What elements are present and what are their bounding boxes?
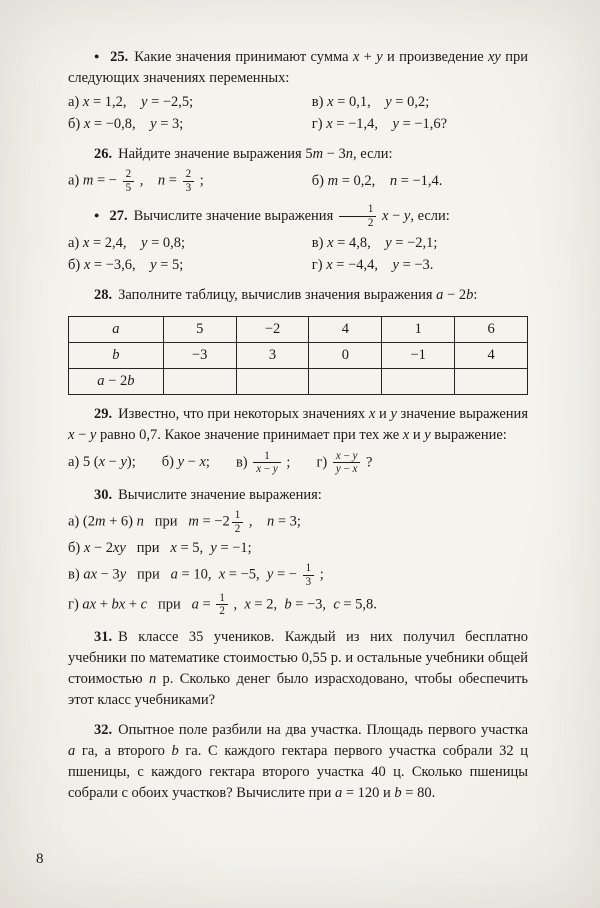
- option-v: в) $\frac{1}{x - y}$ ;: [235, 449, 291, 476]
- option-g: г) x = −1,4, y = −1,6?: [311, 116, 448, 132]
- fraction: $\frac{1}{2}$: [216, 592, 228, 618]
- exercise-29: [68, 404, 528, 476]
- exercise-28: [68, 285, 528, 395]
- exercise-29-options-row: [68, 450, 528, 476]
- exercise-28-number: 28.: [94, 286, 113, 303]
- exercise-27-options-row-2: [68, 255, 528, 276]
- table-cell: 3: [236, 342, 309, 368]
- exercise-28-statement: [68, 285, 528, 306]
- option-b: б) m = 0,2, n = −1,4.: [311, 172, 443, 189]
- exercise-26-text: Найдите значение выражения 5m − 3n, если:: [118, 146, 393, 162]
- option-a: а) x = 1,2, y = −2,5;: [68, 94, 194, 110]
- exercise-30: [68, 485, 528, 618]
- option-b: б) x − 2xy при x = 5, y = −1;: [68, 540, 252, 557]
- exercise-27-text: Вычислите значение выражения $\frac{1}{2}$ x − y, если:: [133, 203, 450, 229]
- exercise-31-number: 31.: [94, 628, 113, 645]
- row-label-a-minus-2b: a − 2b: [69, 368, 164, 394]
- bullet-icon: ●: [94, 209, 100, 220]
- row-label-b: b: [69, 342, 164, 368]
- exercise-31-statement: [68, 627, 528, 711]
- table-cell-empty: [236, 368, 309, 394]
- exercise-25-number: 25.: [110, 49, 129, 65]
- option-g: г) x = −4,4, y = −3.: [311, 256, 434, 273]
- option-a: а) m = − $\frac{2}{5}$ , n = $\frac{2}{3}$ ;: [68, 168, 204, 194]
- exercise-30-text: Вычислите значение выражения:: [118, 486, 322, 503]
- option-v: в) x = 4,8, y = −2,1;: [311, 234, 438, 251]
- bullet-icon: ●: [94, 51, 101, 61]
- option-g: г) ax + bx + c при a = $\frac{1}{2}$ , x = 2, b = −3, c = 5,8.: [68, 591, 377, 618]
- fraction: $\frac{1}{2}$: [232, 509, 244, 535]
- table-cell-empty: [309, 368, 382, 394]
- page-number: 8: [36, 851, 44, 867]
- exercise-30-number: 30.: [94, 486, 113, 503]
- exercise-26: [68, 144, 528, 194]
- option-a: а) 5 (x − y);: [68, 454, 136, 471]
- exercise-29-statement: [68, 404, 528, 446]
- option-v: в) x = 0,1, y = 0,2;: [311, 94, 430, 110]
- option-a: а) (2m + 6) n при m = −2 $\frac{1}{2}$ , n = 3;: [68, 508, 301, 535]
- table-cell: 4: [309, 316, 382, 342]
- fraction: $\frac{2}{5}$: [123, 168, 135, 194]
- exercise-25-text: Какие значения принимают сумма x + y и произведение xy при следующих значениях переменных:: [68, 49, 528, 86]
- exercise-26-statement: [68, 144, 528, 165]
- fraction: $\frac{x - y}{y - x}$: [333, 450, 361, 476]
- table-cell: 5: [163, 316, 236, 342]
- table-cell-empty: [455, 368, 528, 394]
- exercise-25-statement: [68, 46, 528, 89]
- option-b: б) x = −3,6, y = 5;: [68, 256, 184, 273]
- exercise-25: [68, 46, 528, 135]
- fraction: $\frac{1}{3}$: [303, 562, 315, 588]
- values-table: [68, 316, 528, 395]
- exercise-31: [68, 627, 528, 711]
- option-v: в) ax − 3y при a = 10, x = −5, y = − $\frac{1}{3}$ ;: [68, 562, 324, 588]
- table-row-a: [69, 316, 528, 342]
- table-row-a-minus-2b: [69, 368, 528, 394]
- exercise-25-options-row-2: [68, 114, 528, 135]
- table-cell: −1: [382, 342, 455, 368]
- table-row-b: [69, 342, 528, 368]
- option-a: а) x = 2,4, y = 0,8;: [68, 234, 186, 251]
- row-label-a: a: [69, 316, 164, 342]
- exercise-28-text: Заполните таблицу, вычислив значения выражения a − 2b:: [118, 286, 478, 303]
- exercise-32-statement: [68, 720, 528, 804]
- fraction: $\frac{1}{x - y}$: [253, 450, 281, 476]
- exercise-26-number: 26.: [94, 146, 113, 162]
- exercise-27-statement: [68, 203, 528, 229]
- exercise-32-text: Опытное поле разбили на два участка. Площадь первого участка a га, а второго b га. С каждого гектара первого участка собрали 32 ц пшеницы, с каждого гектара второго участка 40 ц. Сколько пшеницы собрали с обоих участков? Вычислите при a = 120 и b = 80.: [68, 721, 528, 801]
- table-cell-empty: [382, 368, 455, 394]
- table-cell: 6: [455, 316, 528, 342]
- exercise-30-statement: [68, 485, 528, 506]
- table-cell: −3: [163, 342, 236, 368]
- exercise-27-number: 27.: [109, 207, 128, 224]
- table-cell: −2: [236, 316, 309, 342]
- fraction: $\frac{2}{3}$: [183, 168, 195, 194]
- exercise-32: [68, 720, 528, 804]
- exercise-25-options-row-1: [68, 92, 528, 113]
- table-cell-empty: [163, 368, 236, 394]
- option-b: б) y − x;: [161, 454, 210, 471]
- exercise-29-number: 29.: [94, 405, 113, 422]
- option-g: г) $\frac{x - y}{y - x}$ ?: [316, 449, 373, 476]
- fraction: $\frac{1}{2}$: [339, 203, 377, 229]
- exercise-32-number: 32.: [94, 721, 113, 738]
- table-cell: 0: [309, 342, 382, 368]
- option-b: б) x = −0,8, y = 3;: [68, 116, 184, 132]
- exercise-27-options-row-1: [68, 233, 528, 254]
- table-cell: 1: [382, 316, 455, 342]
- exercise-29-text: Известно, что при некоторых значениях x и y значение выражения x − y равно 0,7. Какое значение принимает при тех же x и y выражение:: [68, 405, 528, 443]
- exercise-31-text: В классе 35 учеников. Каждый из них получил бесплатно учебники по математике стоимостью 0,55 р. и остальные учебники общей стоимостью n р. Сколько денег было израсходовано, чтобы обеспечить этот класс учебниками?: [68, 628, 528, 708]
- exercise-27: [68, 203, 528, 275]
- table-cell: 4: [455, 342, 528, 368]
- exercise-26-options-row: [68, 168, 528, 194]
